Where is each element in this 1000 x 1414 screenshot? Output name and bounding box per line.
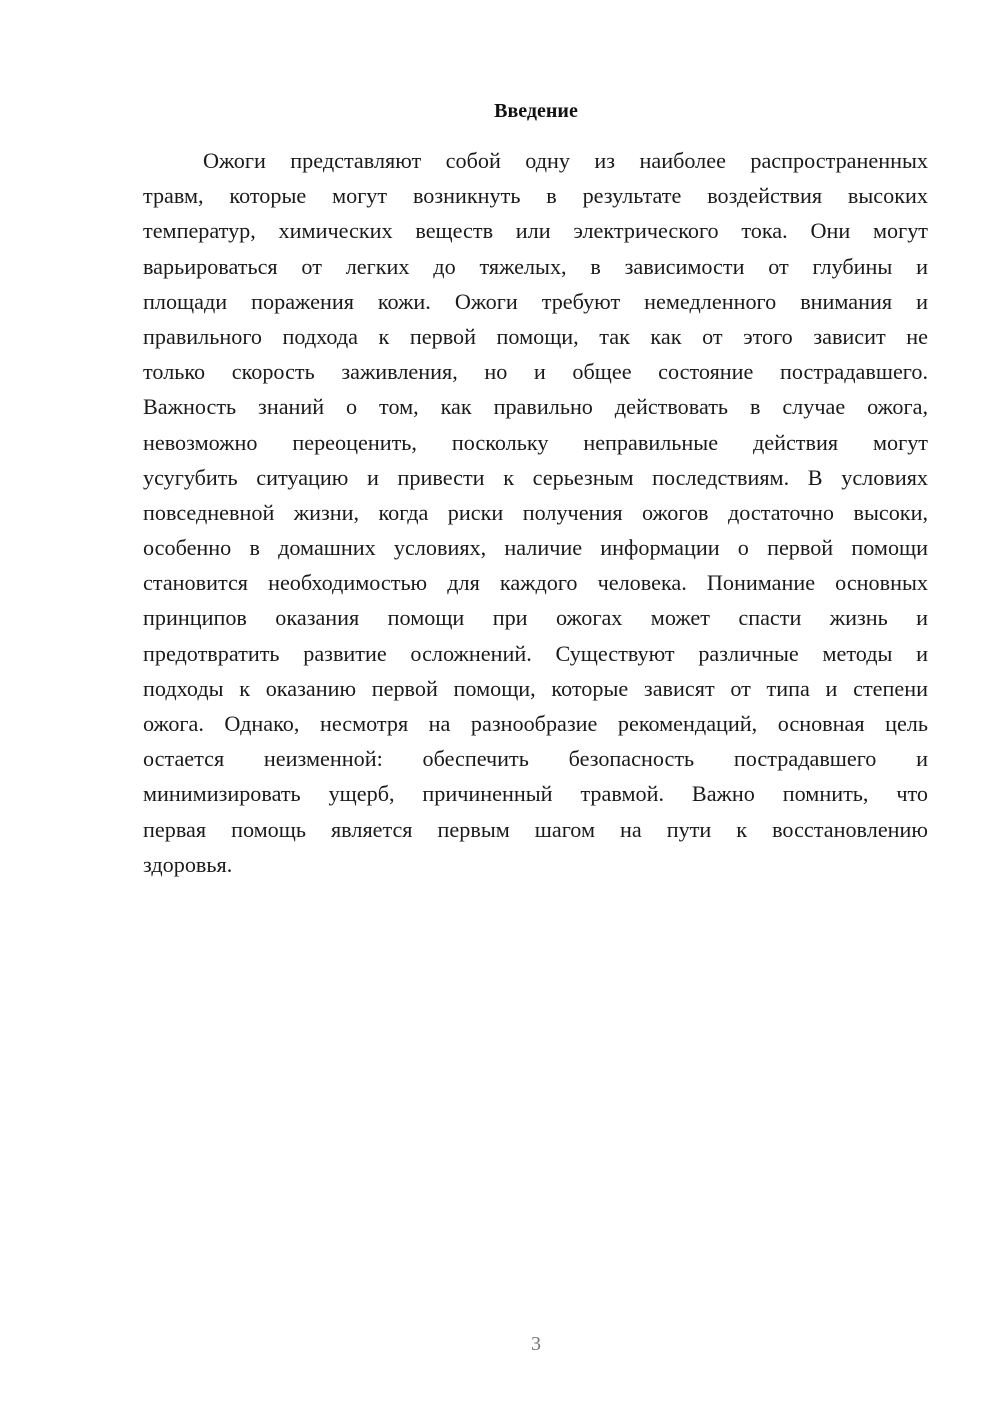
- paragraph-line: остается неизменной: обеспечить безопасность пострадавшего и: [143, 746, 928, 772]
- paragraph-line: правильного подхода к первой помощи, так как от этого зависит не: [143, 323, 928, 349]
- paragraph-line: температур, химических веществ или электрического тока. Они могут: [143, 218, 928, 244]
- paragraph-line: варьироваться от легких до тяжелых, в зависимости от глубины и: [143, 253, 928, 279]
- paragraph-line: ожога. Однако, несмотря на разнообразие рекомендаций, основная цель: [143, 711, 928, 736]
- paragraph-line: невозможно переоценить, поскольку неправильные действия могут: [143, 429, 928, 455]
- paragraph-line: подходы к оказанию первой помощи, которые зависят от типа и степени: [143, 675, 928, 701]
- paragraph-line: становится необходимостью для каждого человека. Понимание основных: [143, 570, 928, 596]
- paragraph-line: предотвратить развитие осложнений. Существуют различные методы и: [143, 640, 928, 666]
- paragraph-line: Важность знаний о том, как правильно действовать в случае ожога,: [143, 394, 928, 420]
- paragraph-line: только скорость заживления, но и общее состояние пострадавшего.: [143, 359, 928, 385]
- section-heading: Введение: [494, 100, 578, 122]
- paragraph-line: особенно в домашних условиях, наличие информации о первой помощи: [143, 535, 928, 561]
- paragraph-line: здоровья.: [143, 851, 233, 877]
- paragraph-line: травм, которые могут возникнуть в результате воздействия высоких: [143, 183, 928, 209]
- paragraph-line: принципов оказания помощи при ожогах может спасти жизнь и: [143, 605, 928, 631]
- paragraph-line: первая помощь является первым шагом на пути к восстановлению: [143, 816, 928, 842]
- introduction-paragraph: [143, 143, 928, 882]
- paragraph-line: усугубить ситуацию и привести к серьезным последствиям. В условиях: [143, 464, 928, 490]
- paragraph-line: площади поражения кожи. Ожоги требуют немедленного внимания и: [143, 288, 928, 314]
- paragraph-line: повседневной жизни, когда риски получения ожогов достаточно высоки,: [143, 499, 928, 525]
- page-number: 3: [531, 1333, 541, 1355]
- paragraph-line: минимизировать ущерб, причиненный травмой. Важно помнить, что: [143, 781, 928, 807]
- paragraph-line: Ожоги представляют собой одну из наиболее распространенных: [203, 148, 928, 173]
